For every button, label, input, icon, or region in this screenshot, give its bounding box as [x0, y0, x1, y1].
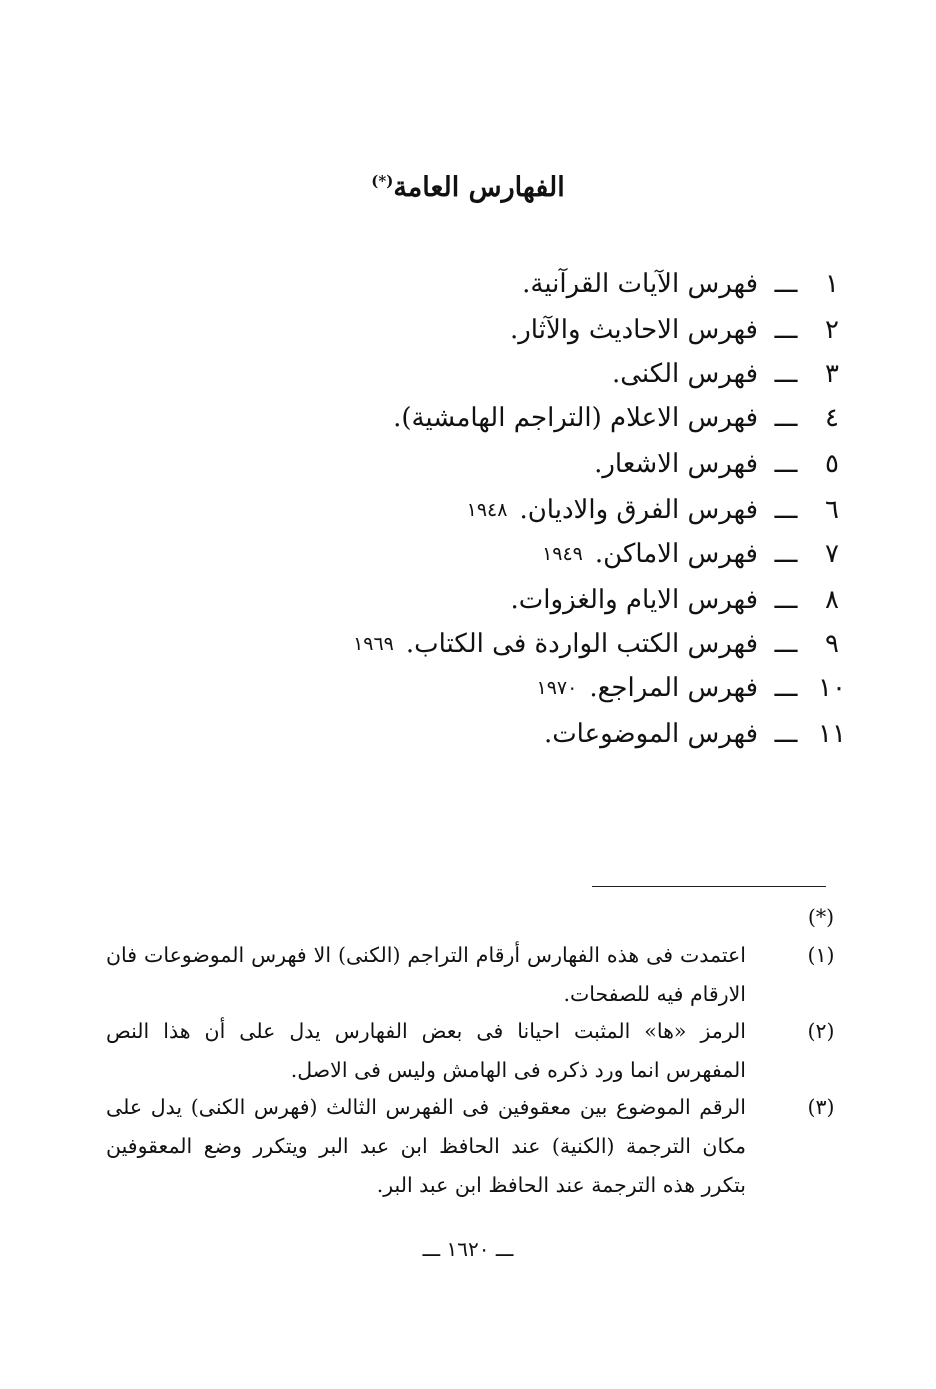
toc-number: ٨: [825, 585, 839, 615]
footnote: [76, 898, 856, 938]
footnote-marker: (١): [807, 943, 835, 967]
toc-label: فهرس الاشعار.: [594, 449, 758, 479]
toc-label: فهرس الكتب الواردة فى الكتاب.: [405, 629, 758, 659]
toc-page-number: ١٩٤٨: [466, 499, 508, 521]
footnote-text: اعتمدت فى هذه الفهارس أرقام التراجم (الكنى) الا فهرس الموضوعات فان الارقام فيه للصفحات.: [106, 943, 746, 1006]
toc-number: ٩: [825, 629, 839, 659]
toc-item: [510, 264, 856, 304]
toc-number: ٧: [825, 539, 839, 569]
toc-dash: ـــ: [774, 585, 798, 615]
toc-label: فهرس الكنى.: [611, 359, 758, 389]
toc-dash: ـــ: [774, 673, 798, 703]
toc-item: [536, 668, 856, 708]
toc-dash: ـــ: [774, 315, 798, 345]
toc-number: ١: [825, 269, 839, 299]
toc-page-number: ١٩٧٠: [536, 677, 578, 699]
toc-label: فهرس الموضوعات.: [543, 719, 758, 749]
toc-item: [498, 310, 856, 350]
toc-number: ٥: [825, 449, 839, 479]
toc-number: ٤: [825, 403, 839, 433]
footnote: [76, 1088, 856, 1208]
footnote-text: الرقم الموضوع بين معقوفين فى الفهرس الثالث (فهرس الكنى) يدل على مكان الترجمة (الكنية) عند الحافظ ابن عبد البر ويتكرر وضع المعقوفين بتكرر هذه الترجمة عند الحافظ ابن عبد البر.: [106, 1095, 746, 1197]
toc-number: ٢: [825, 315, 839, 345]
toc-number: ٣: [825, 359, 839, 389]
toc-item: [467, 490, 856, 530]
toc-page-number: ١٩٦٩: [353, 633, 394, 655]
toc-dash: ـــ: [774, 403, 798, 433]
footnote-marker: (٢): [807, 1019, 835, 1043]
toc-item: [582, 444, 856, 484]
footnote-divider: [592, 886, 826, 887]
toc-item: [532, 714, 856, 754]
footnote: [76, 1012, 856, 1092]
toc-dash: ـــ: [774, 539, 798, 569]
page-title: [0, 172, 936, 203]
toc-label: فهرس الفرق والاديان.: [519, 495, 758, 525]
footnote-marker: (*): [807, 905, 835, 929]
title-footnote-marker: (*): [371, 172, 394, 190]
toc-label: فهرس المراجع.: [589, 673, 758, 703]
toc-label: فهرس الايام والغزوات.: [510, 585, 758, 615]
toc-page-number: ١٩٤٩: [542, 543, 583, 565]
toc-item: [499, 580, 856, 620]
toc-dash: ـــ: [774, 359, 798, 389]
toc-number: ١٠: [818, 673, 846, 703]
page-number: ـــ ١٦٢٠ ـــ: [422, 1237, 514, 1261]
toc-item: [600, 354, 856, 394]
toc-number: ٦: [825, 495, 839, 525]
footnote-text: الرمز «ها» المثبت احيانا فى بعض الفهارس يدل على أن هذا النص المفهرس انما ورد ذكره فى الهامش وليس فى الاصل.: [106, 1019, 746, 1082]
toc-label: فهرس الآيات القرآنية.: [522, 269, 758, 299]
toc-label: فهرس الاماكن.: [594, 539, 758, 569]
toc-dash: ـــ: [774, 449, 798, 479]
toc-number: ١١: [818, 719, 846, 749]
toc-dash: ـــ: [774, 719, 798, 749]
toc-label: فهرس الاعلام (التراجم الهامشية).: [393, 403, 758, 433]
footnote: [76, 936, 856, 1016]
title-text: الفهارس العامة: [393, 172, 565, 203]
toc-label: فهرس الاحاديث والآثار.: [509, 315, 758, 345]
footnote-marker: (٣): [807, 1095, 835, 1119]
toc-item: [353, 624, 856, 664]
toc-dash: ـــ: [774, 269, 798, 299]
toc-item: [381, 398, 856, 438]
toc-dash: ـــ: [774, 629, 798, 659]
toc-dash: ـــ: [774, 495, 798, 525]
toc-item: [542, 534, 856, 574]
